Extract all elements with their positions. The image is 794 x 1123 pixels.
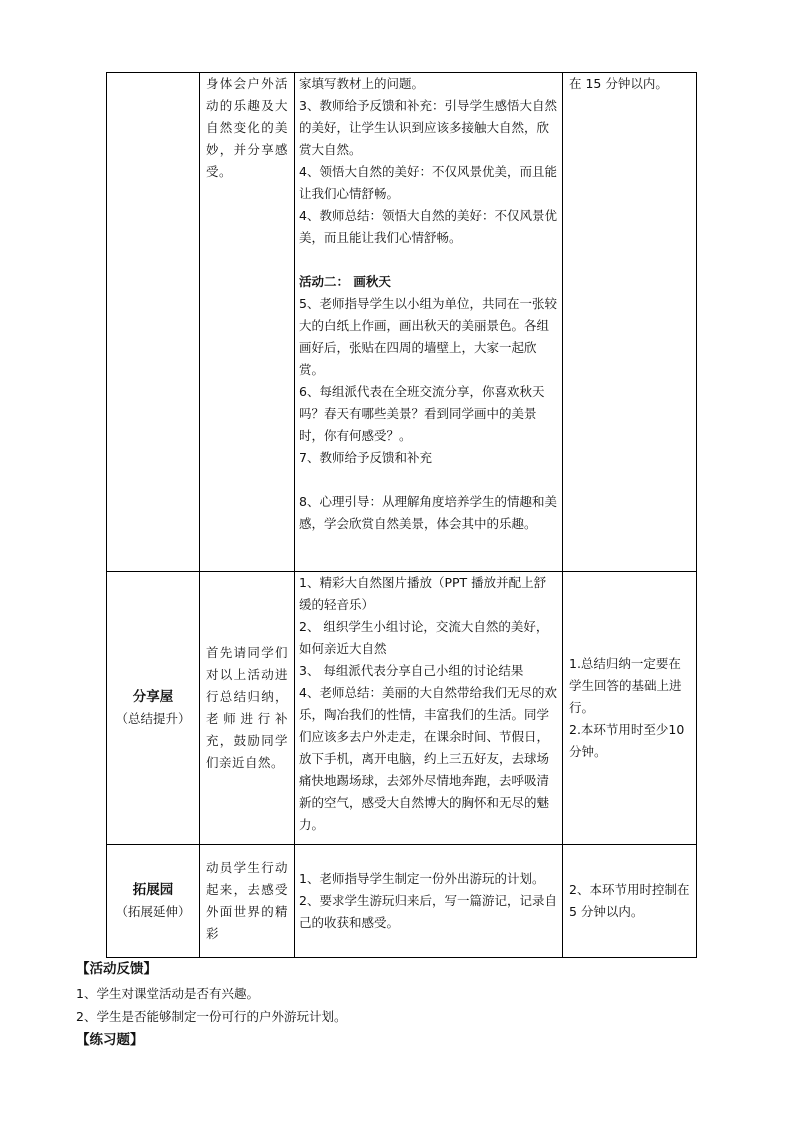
stage-title: 分享屋 xyxy=(132,689,174,705)
goal-text: 首先请同学们对以上活动进行总结归纳，老师进行补充，鼓励同学们亲近自然。 xyxy=(206,645,288,770)
process-line: 3、教师给予反馈和补充：引导学生感悟大自然的美好，让学生认识到应该多接触大自然，欣赏大自然。 xyxy=(299,98,557,157)
process-line: 7、教师给予反馈和补充 xyxy=(299,450,432,465)
feedback-item: 1、学生对课堂活动是否有兴趣。 xyxy=(76,986,259,1001)
goal-cell xyxy=(200,572,295,845)
process-line: 2、要求学生游玩归来后，写一篇游记，记录自己的收获和感受。 xyxy=(299,893,557,930)
process-line: 4、教师总结：领悟大自然的美好：不仅风景优美，而且能让我们心情舒畅。 xyxy=(299,208,557,245)
lesson-plan-table xyxy=(106,72,697,958)
note-text: 2、本环节用时控制在 5 分钟以内。 xyxy=(569,882,690,919)
table-row xyxy=(107,572,697,845)
process-line: 4、领悟大自然的美好：不仅风景优美，而且能让我们心情舒畅。 xyxy=(299,164,557,201)
note-text: 1.总结归纳一定要在学生回答的基础上进行。 xyxy=(569,656,682,715)
stage-cell xyxy=(107,73,200,572)
stage-cell xyxy=(107,572,200,845)
process-line: 4、老师总结：美丽的大自然带给我们无尽的欢乐，陶冶我们的性情，丰富我们的生活。同学们应该多去户外走走，在课余时间、节假日，放下手机，离开电脑，约上三五好友，去球场痛快地踢场球，去郊外尽情地奔跑，去呼吸清新的空气，感受大自然博大的胸怀和无尽的魅力。 xyxy=(299,685,557,832)
process-line: 1、精彩大自然图片播放（PPT 播放并配上舒缓的轻音乐） xyxy=(299,575,547,612)
table-row xyxy=(107,845,697,958)
stage-cell xyxy=(107,845,200,958)
goal-text: 动员学生行动起来，去感受外面世界的精彩 xyxy=(206,860,288,941)
note-cell xyxy=(563,73,697,572)
goal-text: 身体会户外活动的乐趣及大自然变化的美妙，并分享感受。 xyxy=(206,76,288,179)
stage-title: 拓展园 xyxy=(132,882,174,898)
process-line: 8、心理引导：从理解角度培养学生的情趣和美感，学会欣赏自然美景，体会其中的乐趣。 xyxy=(299,494,557,531)
stage-subtitle: （总结提升） xyxy=(115,711,191,726)
process-cell xyxy=(295,73,563,572)
stage-subtitle: （拓展延伸） xyxy=(115,904,191,919)
process-cell xyxy=(295,845,563,958)
activity-heading: 活动二： 画秋天 xyxy=(299,274,391,289)
note-cell xyxy=(563,572,697,845)
table-row xyxy=(107,73,697,572)
process-line: 家填写教材上的问题。 xyxy=(299,76,425,91)
process-line: 3、 每组派代表分享自己小组的讨论结果 xyxy=(299,663,524,678)
process-line: 2、 组织学生小组讨论，交流大自然的美好，如何亲近大自然 xyxy=(299,619,549,656)
feedback-heading: 【活动反馈】 xyxy=(76,961,157,977)
note-text: 2.本环节用时至少10 分钟。 xyxy=(569,722,685,759)
goal-cell xyxy=(200,845,295,958)
process-line: 5、老师指导学生以小组为单位，共同在一张较大的白纸上作画，画出秋天的美丽景色。各组画好后，张贴在四周的墙壁上，大家一起欣赏。 xyxy=(299,296,557,377)
goal-cell xyxy=(200,73,295,572)
process-line: 1、老师指导学生制定一份外出游玩的计划。 xyxy=(299,871,545,886)
process-line: 6、每组派代表在全班交流分享，你喜欢秋天吗？春天有哪些美景？看到同学画中的美景时，你有何感受？。 xyxy=(299,384,545,443)
note-cell xyxy=(563,845,697,958)
process-cell xyxy=(295,572,563,845)
feedback-item: 2、学生是否能够制定一份可行的户外游玩计划。 xyxy=(76,1009,347,1024)
note-text: 在 15 分钟以内。 xyxy=(569,76,668,91)
exercise-heading: 【练习题】 xyxy=(76,1032,144,1048)
